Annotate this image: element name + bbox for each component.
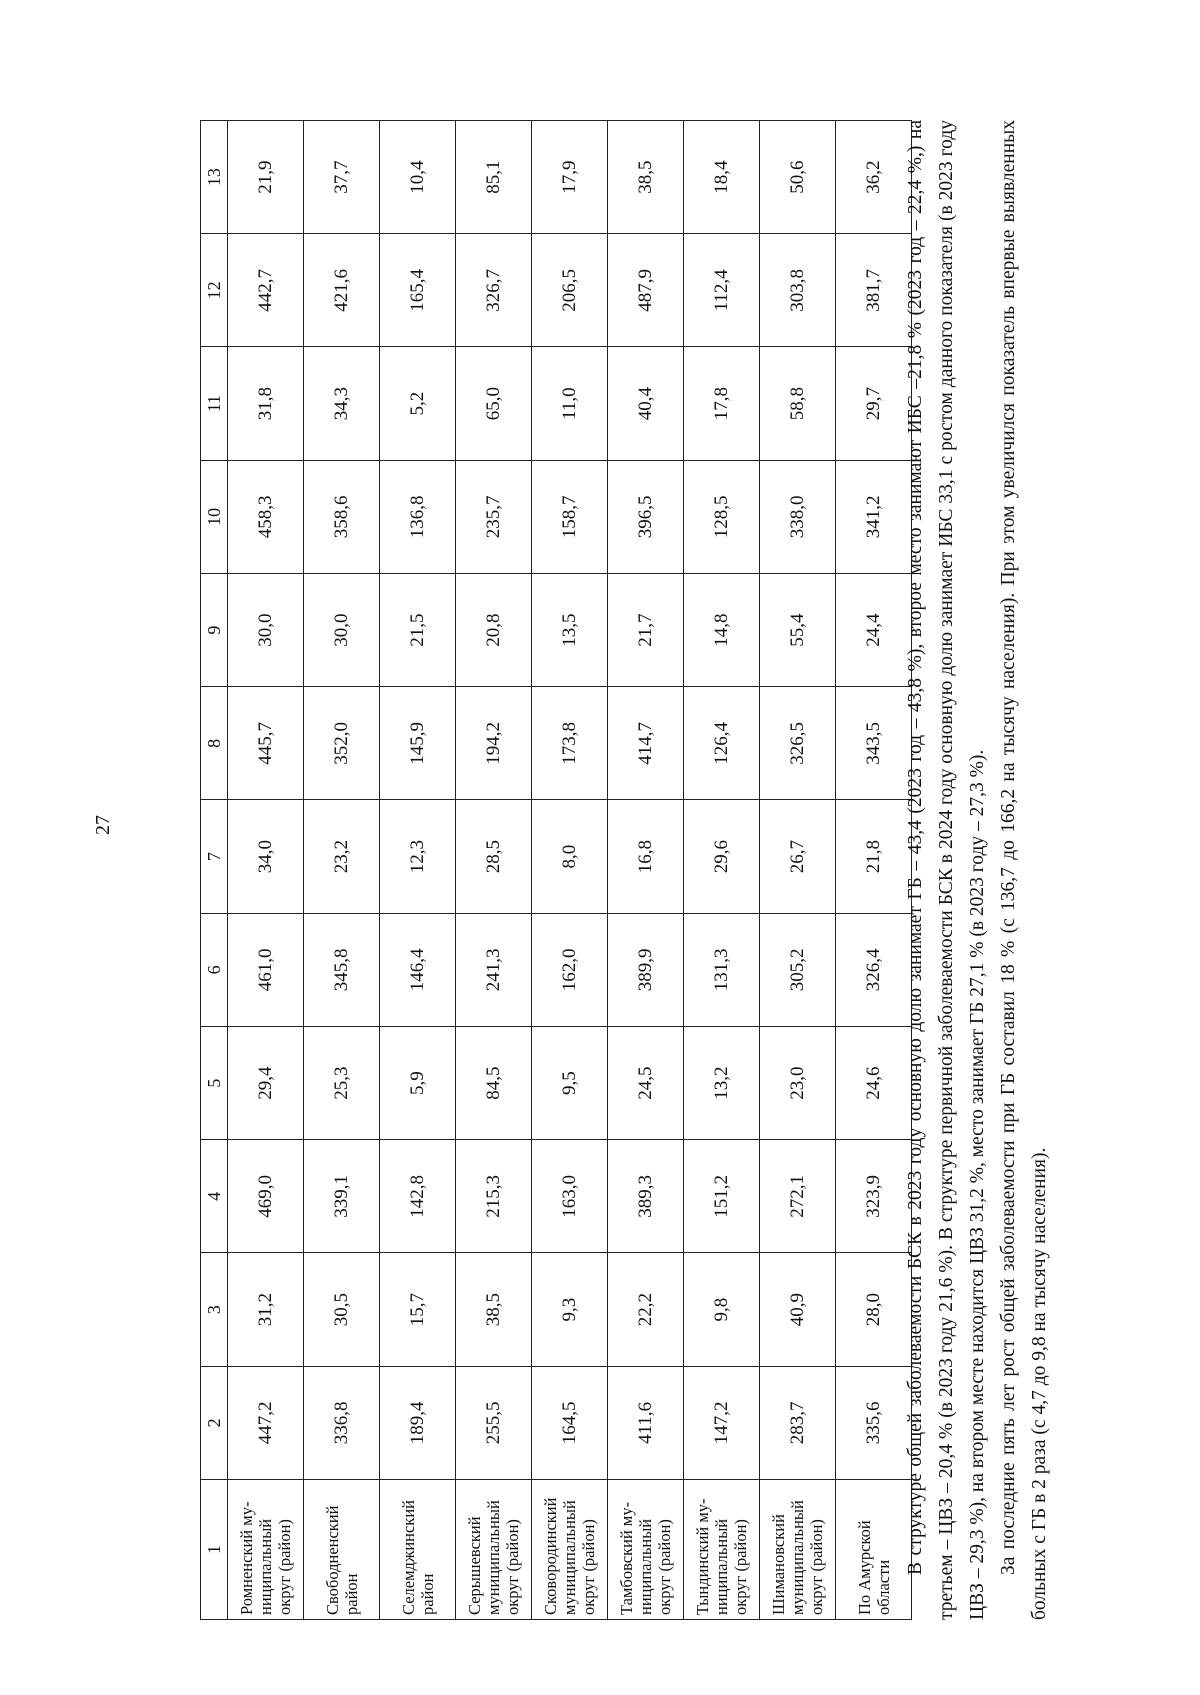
value-cell: 22,2 [608,1253,684,1366]
table-row [760,121,836,1620]
morbidity-table [200,120,912,1620]
value-cell: 28,5 [456,800,532,913]
value-cell: 447,2 [228,1366,304,1479]
value-cell: 21,9 [228,121,304,234]
value-cell: 215,3 [456,1140,532,1253]
value-cell: 343,5 [836,687,912,800]
value-cell: 37,7 [304,121,380,234]
value-cell: 26,7 [760,800,836,913]
value-cell: 21,7 [608,574,684,687]
value-cell: 38,5 [608,121,684,234]
value-cell: 10,4 [380,121,456,234]
value-cell: 126,4 [684,687,760,800]
value-cell: 147,2 [684,1366,760,1479]
value-cell: 326,4 [836,913,912,1026]
value-cell: 389,3 [608,1140,684,1253]
value-cell: 381,7 [836,234,912,347]
value-cell: 34,0 [228,800,304,913]
value-cell: 5,9 [380,1027,456,1140]
value-cell: 30,5 [304,1253,380,1366]
value-cell: 145,9 [380,687,456,800]
table-row [608,121,684,1620]
value-cell: 162,0 [532,913,608,1026]
value-cell: 38,5 [456,1253,532,1366]
value-cell: 158,7 [532,460,608,573]
value-cell: 55,4 [760,574,836,687]
value-cell: 16,8 [608,800,684,913]
value-cell: 12,3 [380,800,456,913]
value-cell: 163,0 [532,1140,608,1253]
value-cell: 29,7 [836,347,912,460]
table-row [456,121,532,1620]
value-cell: 21,8 [836,800,912,913]
table-header [201,121,228,1620]
value-cell: 24,6 [836,1027,912,1140]
district-name-cell: Шимановский муниципальный округ (район) [760,1480,836,1620]
paragraph: За последние пять лет рост общей заболеваемости при ГБ составил 18 % (с 136,7 до 166,2 на тысячу населения). При этом увеличился показатель впервые выявленных больных с ГБ в 2 раза (с 4,7 до 9,8 на тысячу населения). [998,120,1050,1620]
district-name-cell: По Амурской области [836,1480,912,1620]
value-cell: 112,4 [684,234,760,347]
value-cell: 323,9 [836,1140,912,1253]
value-cell: 445,7 [228,687,304,800]
value-cell: 326,7 [456,234,532,347]
value-cell: 458,3 [228,460,304,573]
value-cell: 18,4 [684,121,760,234]
value-cell: 40,9 [760,1253,836,1366]
paragraph: В структуре общей заболеваемости БСК в 2023 году основную долю занимает ГБ – 43,4 (2023 год – 43,8 %), второе место занимают ИБС –21,8 % (2023 год – 22,4 %,) на третьем – ЦВЗ – 20,4 % (в 2023 году 21,6 %). В структуре первичной заболеваемости БСК в 2024 году основную долю занимает ИБС 33,1 с ростом данного показателя (в 2023 году ЦВЗ – 29,3 %), на втором месте находится ЦВЗ 31,2 %, место занимает ГБ 27,1 % (в 2023 году – 27,3 %). [905,120,988,1620]
page-number: 27 [92,815,114,835]
column-header: 11 [201,347,228,460]
value-cell: 17,9 [532,121,608,234]
value-cell: 142,8 [380,1140,456,1253]
value-cell: 40,4 [608,347,684,460]
value-cell: 23,0 [760,1027,836,1140]
table-body [228,121,912,1620]
value-cell: 389,9 [608,913,684,1026]
value-cell: 305,2 [760,913,836,1026]
value-cell: 13,5 [532,574,608,687]
value-cell: 339,1 [304,1140,380,1253]
value-cell: 335,6 [836,1366,912,1479]
value-cell: 30,0 [228,574,304,687]
value-cell: 414,7 [608,687,684,800]
value-cell: 173,8 [532,687,608,800]
value-cell: 255,5 [456,1366,532,1479]
district-name-cell: Серышевский муниципальный округ (район) [456,1480,532,1620]
value-cell: 21,5 [380,574,456,687]
value-cell: 5,2 [380,347,456,460]
value-cell: 13,2 [684,1027,760,1140]
district-name-cell: Ромненский му-ниципальный округ (район) [228,1480,304,1620]
header-row [201,121,228,1620]
column-header: 5 [201,1027,228,1140]
value-cell: 36,2 [836,121,912,234]
column-header: 2 [201,1366,228,1479]
value-cell: 23,2 [304,800,380,913]
value-cell: 9,3 [532,1253,608,1366]
value-cell: 131,3 [684,913,760,1026]
value-cell: 24,5 [608,1027,684,1140]
value-cell: 411,6 [608,1366,684,1479]
value-cell: 358,6 [304,460,380,573]
value-cell: 338,0 [760,460,836,573]
value-cell: 14,8 [684,574,760,687]
value-cell: 194,2 [456,687,532,800]
value-cell: 65,0 [456,347,532,460]
value-cell: 272,1 [760,1140,836,1253]
column-header: 4 [201,1140,228,1253]
value-cell: 146,4 [380,913,456,1026]
value-cell: 326,5 [760,687,836,800]
value-cell: 9,5 [532,1027,608,1140]
value-cell: 189,4 [380,1366,456,1479]
value-cell: 235,7 [456,460,532,573]
table-row [532,121,608,1620]
value-cell: 28,0 [836,1253,912,1366]
value-cell: 20,8 [456,574,532,687]
value-cell: 58,8 [760,347,836,460]
value-cell: 11,0 [532,347,608,460]
value-cell: 17,8 [684,347,760,460]
district-name-cell: Сковородинский муниципальный округ (район) [532,1480,608,1620]
value-cell: 84,5 [456,1027,532,1140]
value-cell: 31,8 [228,347,304,460]
value-cell: 30,0 [304,574,380,687]
value-cell: 29,6 [684,800,760,913]
table-row [380,121,456,1620]
column-header: 3 [201,1253,228,1366]
column-header: 7 [201,800,228,913]
value-cell: 34,3 [304,347,380,460]
value-cell: 164,5 [532,1366,608,1479]
value-cell: 29,4 [228,1027,304,1140]
value-cell: 24,4 [836,574,912,687]
value-cell: 8,0 [532,800,608,913]
column-header: 8 [201,687,228,800]
value-cell: 151,2 [684,1140,760,1253]
value-cell: 85,1 [456,121,532,234]
value-cell: 336,8 [304,1366,380,1479]
rotated-content [200,100,1180,1620]
value-cell: 241,3 [456,913,532,1026]
value-cell: 421,6 [304,234,380,347]
value-cell: 31,2 [228,1253,304,1366]
table-row [684,121,760,1620]
district-name-cell: Свободненский район [304,1480,380,1620]
value-cell: 487,9 [608,234,684,347]
column-header: 12 [201,234,228,347]
district-name-cell: Тындинский му-ниципальный округ (район) [684,1480,760,1620]
district-name-cell: Селемджинский район [380,1480,456,1620]
value-cell: 25,3 [304,1027,380,1140]
table-row [228,121,304,1620]
value-cell: 165,4 [380,234,456,347]
column-header: 6 [201,913,228,1026]
body-text [900,120,1055,1620]
column-header: 1 [201,1480,228,1620]
column-header: 9 [201,574,228,687]
value-cell: 303,8 [760,234,836,347]
column-header: 10 [201,460,228,573]
value-cell: 206,5 [532,234,608,347]
value-cell: 283,7 [760,1366,836,1479]
value-cell: 9,8 [684,1253,760,1366]
value-cell: 15,7 [380,1253,456,1366]
value-cell: 50,6 [760,121,836,234]
value-cell: 352,0 [304,687,380,800]
value-cell: 469,0 [228,1140,304,1253]
district-name-cell: Тамбовский му-ниципальный округ (район) [608,1480,684,1620]
value-cell: 461,0 [228,913,304,1026]
value-cell: 128,5 [684,460,760,573]
value-cell: 442,7 [228,234,304,347]
value-cell: 341,2 [836,460,912,573]
value-cell: 136,8 [380,460,456,573]
value-cell: 345,8 [304,913,380,1026]
table-row [304,121,380,1620]
value-cell: 396,5 [608,460,684,573]
column-header: 13 [201,121,228,234]
